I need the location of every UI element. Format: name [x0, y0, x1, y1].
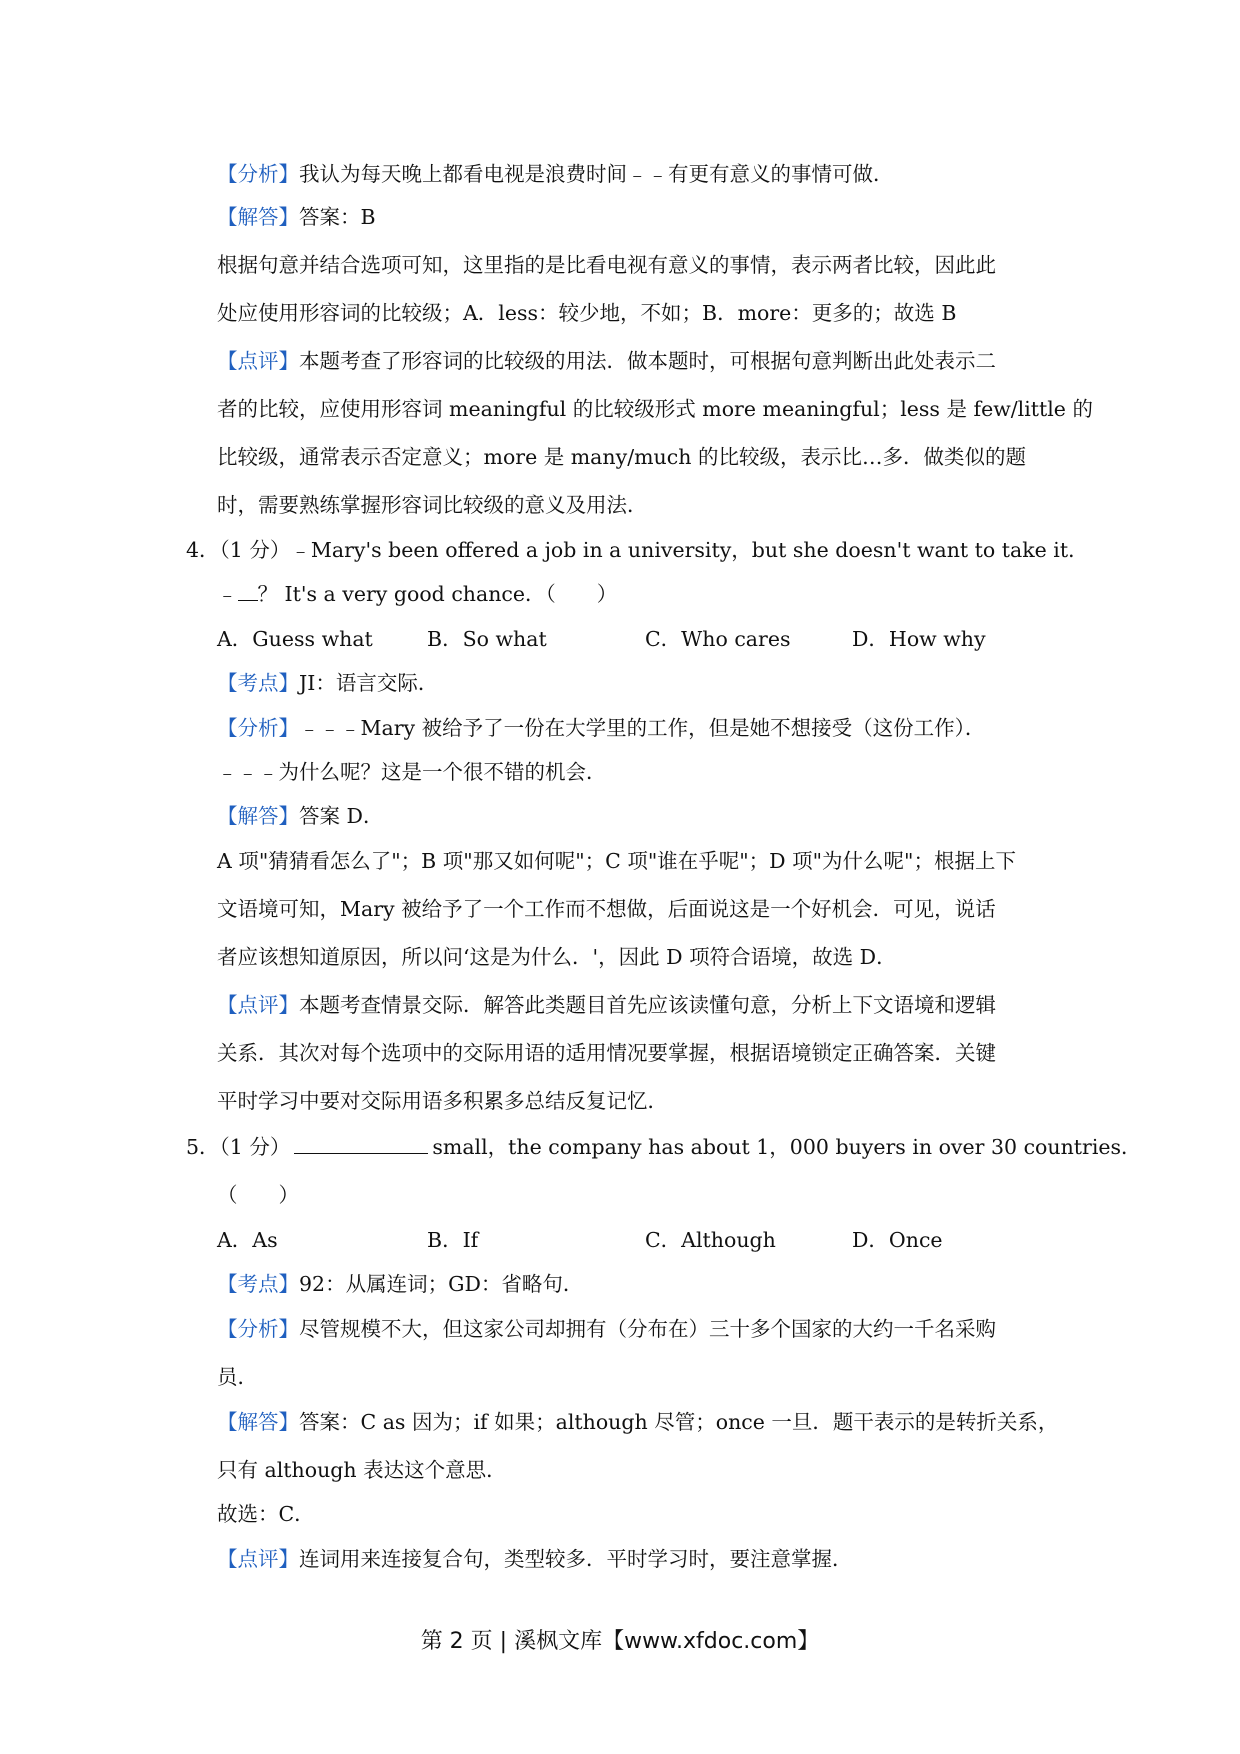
answer-tag: 【解答】: [217, 1410, 299, 1434]
q4-explain-line: 文语境可知，Mary 被给予了一个工作而不想做，后面说这是一个好机会．可见，说话: [217, 897, 996, 921]
q3-comment-line: 时，需要熟练掌握形容词比较级的意义及用法．: [217, 493, 648, 517]
option-c: C．Although: [645, 1228, 776, 1252]
option-b: B．So what: [427, 627, 547, 651]
q4-comment-line: 关系．其次对每个选项中的交际用语的适用情况要掌握，根据语境锁定正确答案．关键: [217, 1041, 996, 1065]
answer-tag: 【解答】: [217, 804, 299, 828]
option-c: C．Who cares: [645, 627, 791, 651]
answer-tag: 【解答】: [217, 205, 299, 229]
q3-comment-line: 者的比较，应使用形容词 meaningful 的比较级形式 more meaningful；less 是 few/little 的: [217, 397, 1093, 421]
option-a: A．Guess what: [217, 627, 373, 651]
comment-tag: 【点评】: [217, 1547, 299, 1571]
q5-answer-line: 故选：C．: [217, 1502, 315, 1526]
analysis-tag: 【分析】: [217, 716, 299, 740]
answer-blank: [294, 1133, 428, 1154]
q4-analysis-line: ﹣﹣﹣为什么呢？这是一个很不错的机会．: [217, 760, 607, 784]
comment-tag: 【点评】: [217, 993, 299, 1017]
comment-tag: 【点评】: [217, 349, 299, 373]
q4-answer: 【解答】答案 D．: [217, 804, 384, 828]
option-d: D．Once: [852, 1228, 943, 1252]
q5-point: 【考点】92：从属连词；GD：省略句．: [217, 1272, 584, 1296]
analysis-tag: 【分析】: [217, 1317, 299, 1341]
q4-explain-line: A 项"猜猜看怎么了"；B 项"那又如何呢"；C 项"谁在乎呢"；D 项"为什么呢"；根据上下: [217, 849, 1016, 873]
q5-stem-line2: （ ）: [217, 1183, 299, 1207]
q5-analysis: 【分析】尽管规模不大，但这家公司却拥有（分布在）三十多个国家的大约一千名采购: [217, 1317, 996, 1341]
q3-explain-line: 根据句意并结合选项可知，这里指的是比看电视有意义的事情，表示两者比较，因此此: [217, 253, 996, 277]
q3-comment-line: 比较级，通常表示否定意义；more 是 many/much 的比较级，表示比…多．做类似的题: [217, 445, 1026, 469]
page-footer: 第 2 页 | 溪枫文库【www.xfdoc.com】: [420, 1629, 820, 1654]
q5-stem: 5．（1 分） small，the company has about 1，000 buyers in over 30 countries．: [186, 1135, 1142, 1159]
answer-blank: [238, 580, 258, 601]
q3-comment: 【点评】本题考查了形容词的比较级的用法．做本题时，可根据句意判断出此处表示二: [217, 349, 996, 373]
option-d: D．How why: [852, 627, 986, 651]
option-b: B．If: [427, 1228, 479, 1252]
point-tag: 【考点】: [217, 1272, 299, 1296]
q5-comment: 【点评】连词用来连接复合句，类型较多．平时学习时，要注意掌握．: [217, 1547, 853, 1571]
q5-analysis-line: 员．: [217, 1365, 258, 1389]
q4-point: 【考点】JI：语言交际．: [217, 671, 439, 695]
q5-answer-line: 只有 although 表达这个意思．: [217, 1458, 507, 1482]
analysis-tag: 【分析】: [217, 162, 299, 186]
q3-analysis: 【分析】我认为每天晚上都看电视是浪费时间﹣﹣有更有意义的事情可做．: [217, 162, 894, 186]
q5-answer: 【解答】答案：C as 因为；if 如果；although 尽管；once 一旦．题干表示的是转折关系，: [217, 1410, 1059, 1434]
q4-comment: 【点评】本题考查情景交际．解答此类题目首先应该读懂句意，分析上下文语境和逻辑: [217, 993, 996, 1017]
q4-analysis: 【分析】﹣﹣﹣Mary 被给予了一份在大学里的工作，但是她不想接受（这份工作）．: [217, 716, 986, 740]
q3-explain-line: 处应使用形容词的比较级；A．less：较少地，不如；B．more：更多的；故选 B: [217, 301, 957, 325]
q4-comment-line: 平时学习中要对交际用语多积累多总结反复记忆．: [217, 1089, 668, 1113]
q4-stem: 4．（1 分）﹣Mary's been offered a job in a university，but she doesn't want to take it．: [186, 538, 1089, 562]
q4-explain-line: 者应该想知道原因，所以问‘这是为什么．'，因此 D 项符合语境，故选 D．: [217, 945, 897, 969]
q3-answer: 【解答】答案：B: [217, 205, 376, 229]
option-a: A．As: [217, 1228, 278, 1252]
point-tag: 【考点】: [217, 671, 299, 695]
q4-stem-line2: ﹣ ？ It's a very good chance．（ ）: [217, 582, 618, 606]
